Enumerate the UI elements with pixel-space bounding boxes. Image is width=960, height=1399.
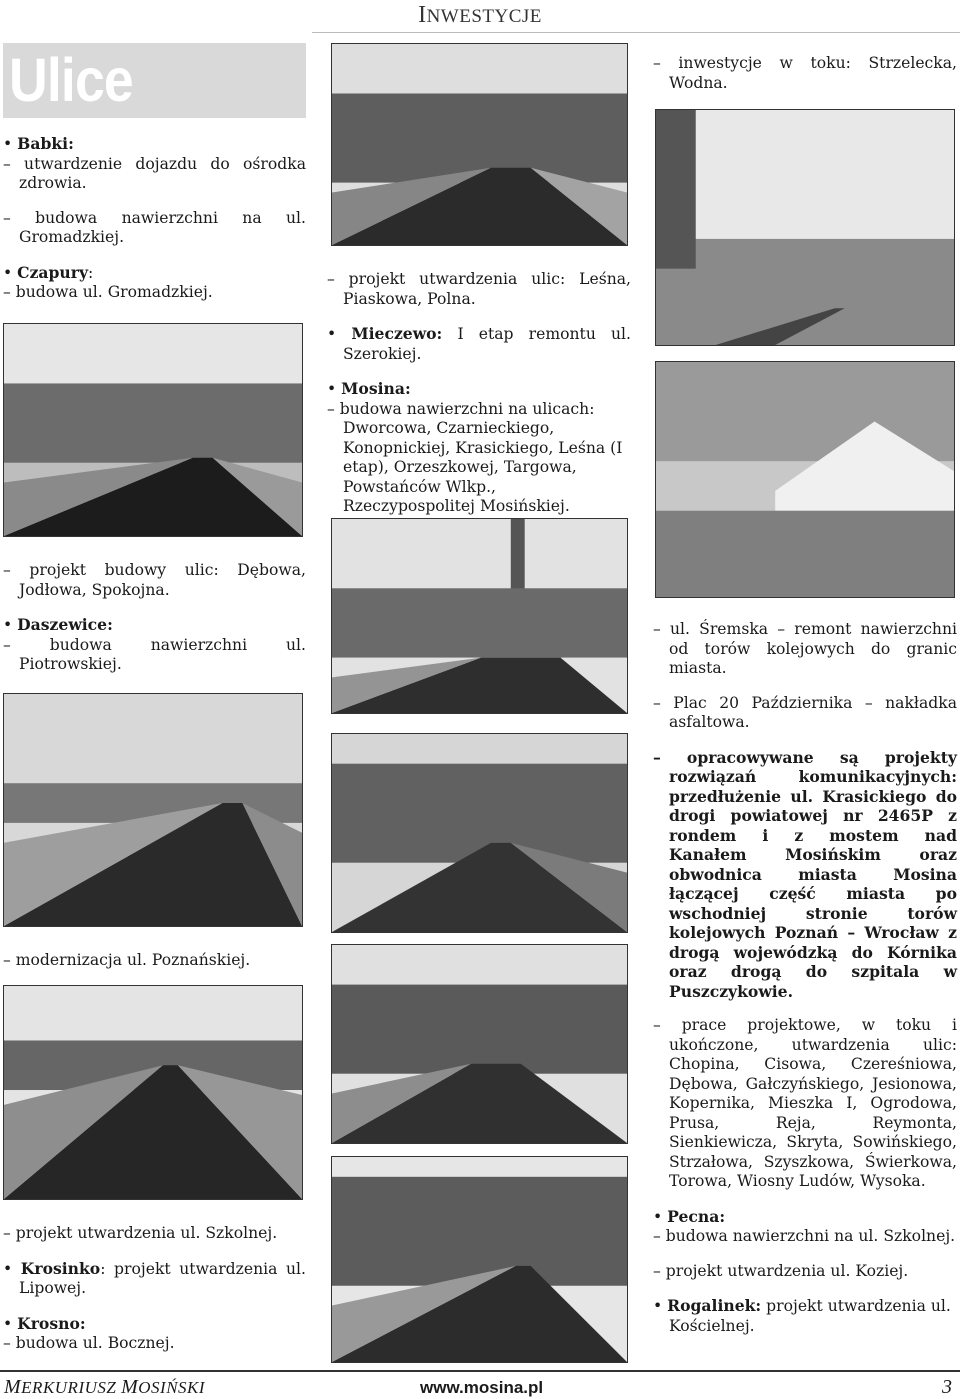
modernizacja: – modernizacja ul. Poznańskiej. [3,951,251,969]
projekt-budowy: – projekt budowy ulic: Dębowa, Jodłowa, Spokojna. [3,561,306,599]
babki-item-2: – budowa nawierzchni na ul. Gromadzkiej. [3,208,306,246]
section-header: INWESTYCJE [418,2,542,28]
footer-rule [0,1370,960,1372]
photo-road-8 [331,1156,628,1363]
sremska: – ul. Śremska – remont nawierzchni od torów kolejowych do granic miasta. [653,620,957,677]
col3-middle [653,620,957,1336]
header-rule [312,32,960,33]
daszewice-item-1: – budowa nawierzchni ul. Piotrowskiej. [3,635,306,673]
pecna-heading: • Pecna: [653,1206,726,1226]
col2-text [327,270,631,517]
photo-road-4 [331,43,628,246]
daszewice-heading: • Daszewice: [3,615,113,634]
photo-road-10 [655,361,955,598]
photo-road-6 [331,733,628,933]
pecna-item-1: – budowa nawierzchni na ul. Szkolnej. [653,1227,956,1245]
krosinko: • Krosinko: projekt utwardzenia ul. Lipowej. [3,1258,306,1297]
col1-bottom [3,1224,306,1354]
babki-heading: • Babki: [3,134,74,153]
pecna-item-2: – projekt utwardzenia ul. Koziej. [653,1261,909,1280]
opracowywane: – opracowywane są projekty rozwiązań komunikacyjnych: przedłużenie ul. Krasickiego do drogi powiatowej nr 2465P z rondem i z mostem nad Kanałem Mosińskim oraz obwodnica miasta Mosina łączącej część miasta po wschodniej stronie torów kolejowych Poznań – Wrocław z drogą wojewódzką do Kórnika oraz drogą do szpitala w Puszczykowie. [653,747,957,1001]
page-title: Ulice [9,46,133,114]
rogalinek: • Rogalinek: projekt utwardzenia ul. Kościelnej. [653,1296,951,1335]
mosina-heading: • Mosina: [327,379,411,398]
photo-road-3 [3,985,303,1200]
footer-url[interactable]: www.mosina.pl [420,1378,544,1397]
photo-road-7 [331,944,628,1144]
babki-item-1: – utwardzenie dojazdu do ośrodka zdrowia. [3,154,306,192]
inwestycje: – inwestycje w toku: Strzelecka, Wodna. [653,54,957,92]
mosina-item-1: – budowa nawierzchni na ulicach: Dworcowa, Czarnieckiego, Konopnickiej, Krasickiego, Leśna (I etap), Orzeszkowej, Targowa, Powstańców Wlkp., Rzeczypospolitej Mosińskiej. [327,399,623,515]
photo-road-2 [3,693,303,927]
col1-top [3,134,306,318]
projekt-lesna: – projekt utwardzenia ulic: Leśna, Piaskowa, Polna. [327,270,631,308]
footer-publication: MERKURIUSZ MOSIŃSKI [4,1376,206,1398]
photo-road-9 [655,109,955,346]
krosno-heading: • Krosno: [3,1313,86,1333]
title-box [3,43,306,118]
plac: – Plac 20 Października – nakładka asfaltowa. [653,693,957,731]
page-number: 3 [942,1376,952,1398]
col3-top [653,54,957,108]
czapury-item-1: – budowa ul. Gromadzkiej. [3,283,213,301]
mieczewo: • Mieczewo: I etap remontu ul. Szerokiej. [327,324,631,363]
col1-middle [3,561,306,690]
czapury-heading: • Czapury: [3,262,94,282]
photo-road-1 [3,323,303,537]
krosno-item-1: – budowa ul. Bocznej. [3,1334,175,1352]
projekt-szkolnej: – projekt utwardzenia ul. Szkolnej. [3,1224,278,1242]
col1-modernizacja [3,951,306,986]
photo-road-5 [331,518,628,714]
prace: – prace projektowe, w toku i ukończone, utwardzenia ulic: Chopina, Cisowa, Czereśniowa, Dębowa, Gałczyńskiego, Jesionowa, Kopernika, Mieszka I, Ogrodowa, Prusa, Reja, Reymonta, Sienkiewicza, Skryta, Sowińskiego, Strzałowa, Szyszkowa, Świerkowa, Torowa, Wiosny Ludów, Wysoka. [653,1016,957,1190]
